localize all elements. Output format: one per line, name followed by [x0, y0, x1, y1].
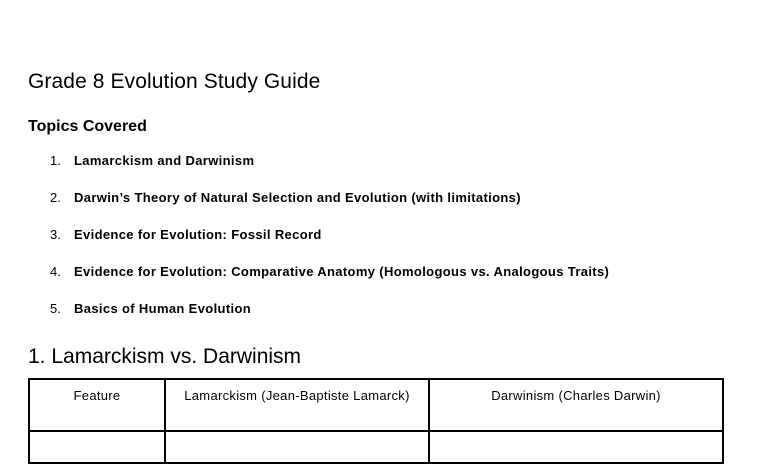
comparison-table [28, 378, 724, 464]
topic-text: Evidence for Evolution: Comparative Anatomy (Homologous vs. Analogous Traits) [74, 264, 610, 279]
topic-number: 3. [50, 227, 61, 242]
topic-text: Evidence for Evolution: Fossil Record [74, 227, 322, 242]
table-cell [165, 431, 429, 463]
table-header-row [29, 379, 723, 431]
topic-text: Basics of Human Evolution [74, 301, 252, 316]
topic-number: 5. [50, 301, 61, 316]
topic-number: 1. [50, 153, 61, 168]
table-header-feature: Feature [29, 379, 165, 431]
table-row [29, 431, 723, 463]
topics-heading: Topics Covered [28, 118, 147, 135]
topic-number: 2. [50, 190, 61, 205]
topic-text: Lamarckism and Darwinism [74, 153, 255, 168]
topic-number: 4. [50, 264, 61, 279]
section-heading: 1. Lamarckism vs. Darwinism [28, 345, 302, 368]
table-cell [429, 431, 723, 463]
document-title: Grade 8 Evolution Study Guide [28, 70, 321, 93]
table-header-lamarckism: Lamarckism (Jean-Baptiste Lamarck) [165, 379, 429, 431]
table-header-darwinism: Darwinism (Charles Darwin) [429, 379, 723, 431]
table-cell [29, 431, 165, 463]
topic-text: Darwin’s Theory of Natural Selection and Evolution (with limitations) [74, 190, 521, 205]
